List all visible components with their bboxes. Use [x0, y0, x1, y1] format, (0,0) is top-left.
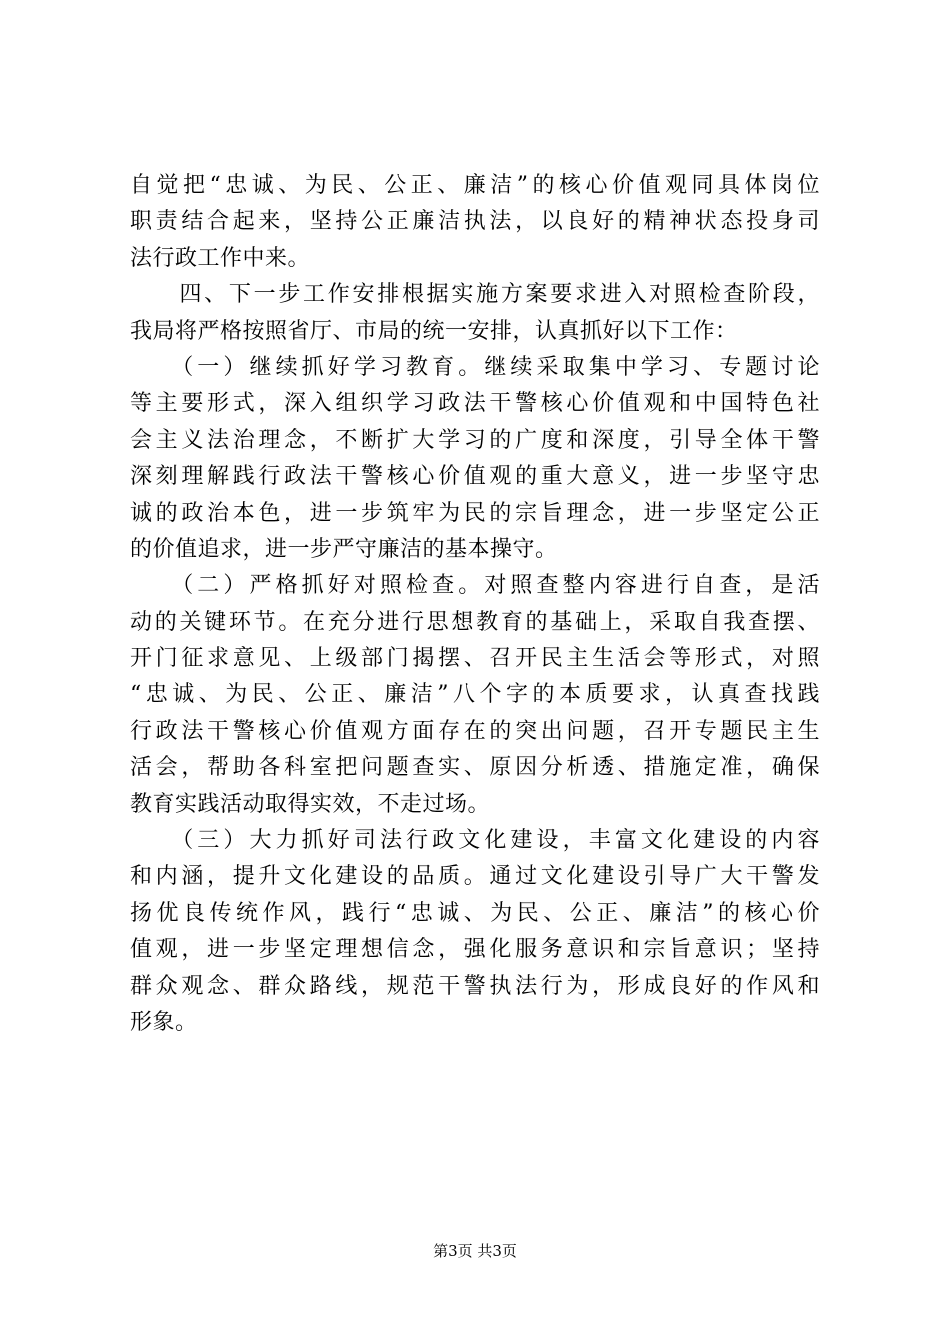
body-text [130, 168, 820, 1041]
text-line: （二）严格抓好对照检查。对照查整内容进行自查，是活 [130, 573, 820, 599]
text-line: 动的关键环节。在充分进行思想教育的基础上，采取自我查摆、 [130, 609, 820, 635]
text-line: （一）继续抓好学习教育。继续采取集中学习、专题讨论 [130, 354, 820, 380]
text-line: 形象。 [130, 1009, 198, 1035]
text-line: 扬优良传统作风，践行“忠诚、为民、公正、廉洁”的核心价 [130, 900, 820, 926]
text-line: 教育实践活动取得实效，不走过场。 [130, 791, 491, 817]
text-line: 会主义法治理念，不断扩大学习的广度和深度，引导全体干警 [130, 427, 820, 453]
text-line: （三）大力抓好司法行政文化建设，丰富文化建设的内容 [130, 828, 820, 854]
text-line: 四、下一步工作安排根据实施方案要求进入对照检查阶段， [130, 282, 820, 308]
text-line: 值观，进一步坚定理想信念，强化服务意识和宗旨意识；坚持 [130, 937, 820, 963]
text-line: “忠诚、为民、公正、廉洁”八个字的本质要求，认真查找践 [130, 682, 820, 708]
text-line: 诚的政治本色，进一步筑牢为民的宗旨理念，进一步坚定公正 [130, 500, 820, 526]
text-line: 群众观念、群众路线，规范干警执法行为，形成良好的作风和 [130, 973, 820, 999]
text-line: 和内涵，提升文化建设的品质。通过文化建设引导广大干警发 [130, 864, 820, 890]
text-line: 自觉把“忠诚、为民、公正、廉洁”的核心价值观同具体岗位 [130, 173, 820, 198]
text-line: 行政法干警核心价值观方面存在的突出问题，召开专题民主生 [130, 718, 820, 744]
text-line: 深刻理解践行政法干警核心价值观的重大意义，进一步坚守忠 [130, 464, 820, 490]
text-line: 开门征求意见、上级部门揭摆、召开民主生活会等形式，对照 [130, 646, 820, 672]
text-line: 法行政工作中来。 [130, 245, 311, 271]
text-line: 我局将严格按照省厅、市局的统一安排，认真抓好以下工作： [130, 318, 738, 344]
page-footer: 第3页 共3页 [433, 1242, 517, 1260]
text-line: 等主要形式，深入组织学习政法干警核心价值观和中国特色社 [130, 391, 820, 417]
text-line: 的价值追求，进一步严守廉洁的基本操守。 [130, 536, 558, 562]
text-line: 活会，帮助各科室把问题查实、原因分析透、措施定准，确保 [130, 755, 820, 781]
text-line: 职责结合起来，坚持公正廉洁执法，以良好的精神状态投身司 [130, 209, 820, 235]
